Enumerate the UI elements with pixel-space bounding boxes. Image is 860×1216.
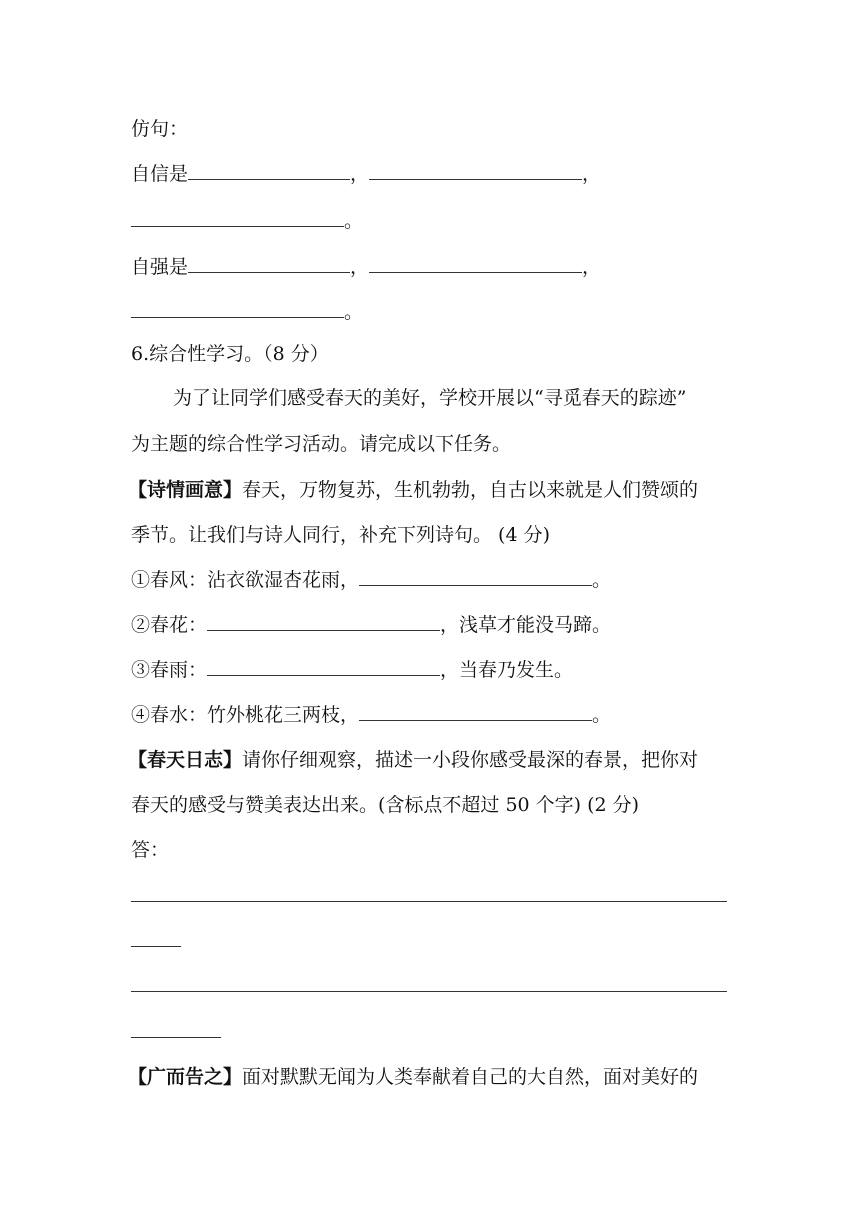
self-strength-blank-2[interactable] — [369, 256, 582, 273]
poem-item-3-suffix: ，当春乃发生。 — [440, 659, 574, 681]
poem-item-2-suffix: ，浅草才能没马蹄。 — [440, 614, 612, 636]
answer-label: 答： — [131, 839, 170, 861]
poetry-task-text: 春天，万物复苏，生机勃勃，自古以来就是人们赞颂的 — [242, 479, 699, 501]
question-6-title: 6.综合性学习。（8 分） — [131, 343, 329, 365]
poem-item-2 — [131, 613, 611, 637]
poem-item-2-blank[interactable] — [207, 614, 440, 631]
confidence-line — [131, 162, 601, 186]
self-strength-prefix: 自强是 — [131, 256, 189, 278]
poem-item-3-blank[interactable] — [207, 659, 440, 676]
self-strength-line-2 — [131, 300, 363, 324]
poem-item-2-prefix: ②春花： — [131, 614, 208, 636]
poem-item-4-blank[interactable] — [359, 704, 592, 721]
poem-item-1-text: ①春风：沾衣欲湿杏花雨， — [131, 569, 360, 591]
answer-line-1-continued[interactable] — [131, 946, 181, 947]
poem-item-4-text: ④春水：竹外桃花三两枝， — [131, 704, 360, 726]
poem-item-4 — [131, 703, 611, 727]
imitation-label: 仿句： — [131, 118, 189, 140]
self-strength-line — [131, 255, 601, 279]
diary-task-text: 请你仔细观察，描述一小段你感受最深的春景，把你对 — [242, 749, 699, 771]
confidence-line-2 — [131, 209, 363, 233]
self-strength-blank-3[interactable] — [131, 301, 344, 318]
confidence-blank-3[interactable] — [131, 210, 344, 227]
confidence-blank-1[interactable] — [188, 163, 350, 180]
intro-paragraph-line-1: 为了让同学们感受春天的美好，学校开展以“寻觅春天的踪迹” — [173, 387, 687, 409]
comma: ， — [350, 163, 370, 185]
poetry-task-line-1 — [128, 478, 698, 502]
poetry-task-heading: 【诗情画意】 — [128, 479, 243, 501]
comma: ， — [582, 256, 602, 278]
intro-paragraph-line-2: 为主题的综合性学习活动。请完成以下任务。 — [131, 433, 512, 455]
announcement-task-heading: 【广而告之】 — [128, 1066, 243, 1088]
poetry-task-line-2: 季节。让我们与诗人同行，补充下列诗句。 (4 分) — [131, 524, 550, 546]
self-strength-blank-1[interactable] — [188, 256, 350, 273]
poem-item-1 — [131, 568, 611, 592]
poem-item-3 — [131, 658, 573, 682]
diary-task-line-1 — [128, 748, 698, 772]
period: 。 — [344, 210, 364, 232]
confidence-blank-2[interactable] — [369, 163, 582, 180]
comma: ， — [350, 256, 370, 278]
announcement-task-line-1 — [128, 1065, 698, 1089]
diary-task-line-2: 春天的感受与赞美表达出来。(含标点不超过 50 个字) (2 分) — [131, 794, 640, 816]
poem-item-1-blank[interactable] — [359, 569, 592, 586]
answer-line-2[interactable] — [131, 991, 727, 992]
answer-line-2-continued[interactable] — [131, 1037, 221, 1038]
period: 。 — [592, 704, 612, 726]
announcement-task-text: 面对默默无闻为人类奉献着自己的大自然，面对美好的 — [242, 1066, 699, 1088]
period: 。 — [344, 301, 364, 323]
poem-item-3-prefix: ③春雨： — [131, 659, 208, 681]
diary-task-heading: 【春天日志】 — [128, 749, 243, 771]
confidence-prefix: 自信是 — [131, 163, 189, 185]
comma: ， — [582, 163, 602, 185]
period: 。 — [592, 569, 612, 591]
answer-line-1[interactable] — [131, 901, 727, 902]
